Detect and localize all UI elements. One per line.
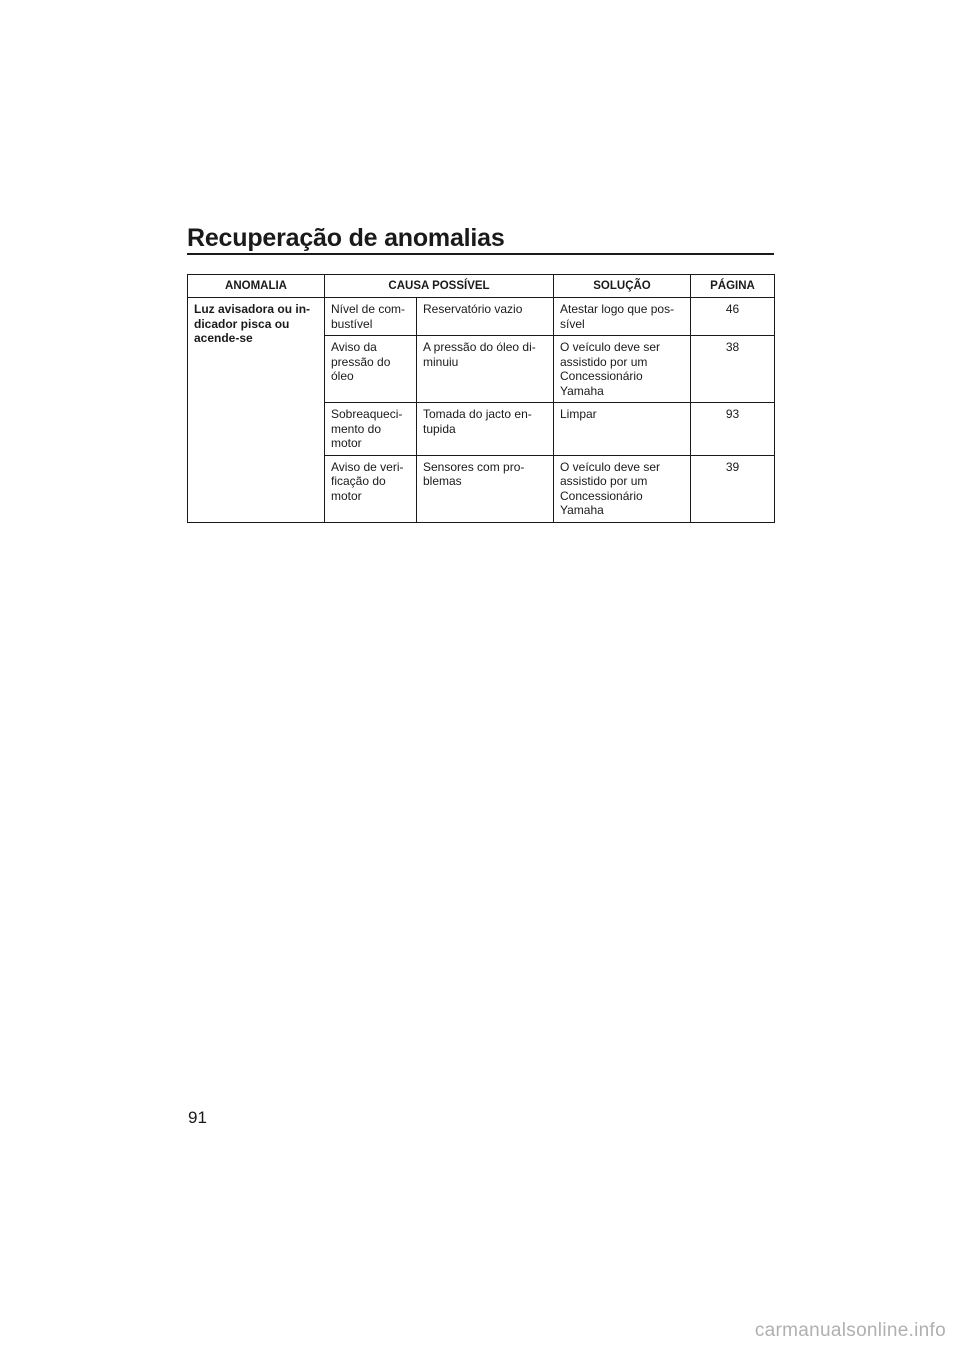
header-page: PÁGINA bbox=[691, 275, 775, 298]
page-cell: 93 bbox=[691, 403, 775, 456]
table-header-row bbox=[188, 275, 775, 298]
cause-b-cell: Tomada do jacto en- tupida bbox=[417, 403, 554, 456]
anomaly-cell: Luz avisadora ou in- dicador pisca ou acende-se bbox=[188, 298, 325, 523]
cause-a-cell: Aviso de veri- ficação do motor bbox=[325, 455, 417, 522]
page-cell: 46 bbox=[691, 298, 775, 336]
cause-b-cell: Reservatório vazio bbox=[417, 298, 554, 336]
solution-cell: O veículo deve ser assistido por um Concessionário Yamaha bbox=[554, 455, 691, 522]
page-number: 91 bbox=[188, 1108, 207, 1127]
header-anomaly: ANOMALIA bbox=[188, 275, 325, 298]
solution-cell: O veículo deve ser assistido por um Concessionário Yamaha bbox=[554, 336, 691, 403]
cause-b-cell: Sensores com pro- blemas bbox=[417, 455, 554, 522]
page-cell: 38 bbox=[691, 336, 775, 403]
cause-b-cell: A pressão do óleo di- minuiu bbox=[417, 336, 554, 403]
solution-cell: Atestar logo que pos- sível bbox=[554, 298, 691, 336]
cause-a-cell: Aviso da pressão do óleo bbox=[325, 336, 417, 403]
cause-a-cell: Sobreaqueci- mento do motor bbox=[325, 403, 417, 456]
cause-a-cell: Nível de com- bustível bbox=[325, 298, 417, 336]
page-cell: 39 bbox=[691, 455, 775, 522]
solution-cell: Limpar bbox=[554, 403, 691, 456]
title-rule bbox=[187, 253, 774, 255]
watermark: carmanualsonline.info bbox=[754, 1320, 946, 1341]
header-cause: CAUSA POSSÍVEL bbox=[325, 275, 554, 298]
header-solution: SOLUÇÃO bbox=[554, 275, 691, 298]
troubleshooting-table bbox=[187, 274, 775, 523]
page-title: Recuperação de anomalias bbox=[187, 224, 505, 252]
table-row bbox=[188, 298, 775, 336]
